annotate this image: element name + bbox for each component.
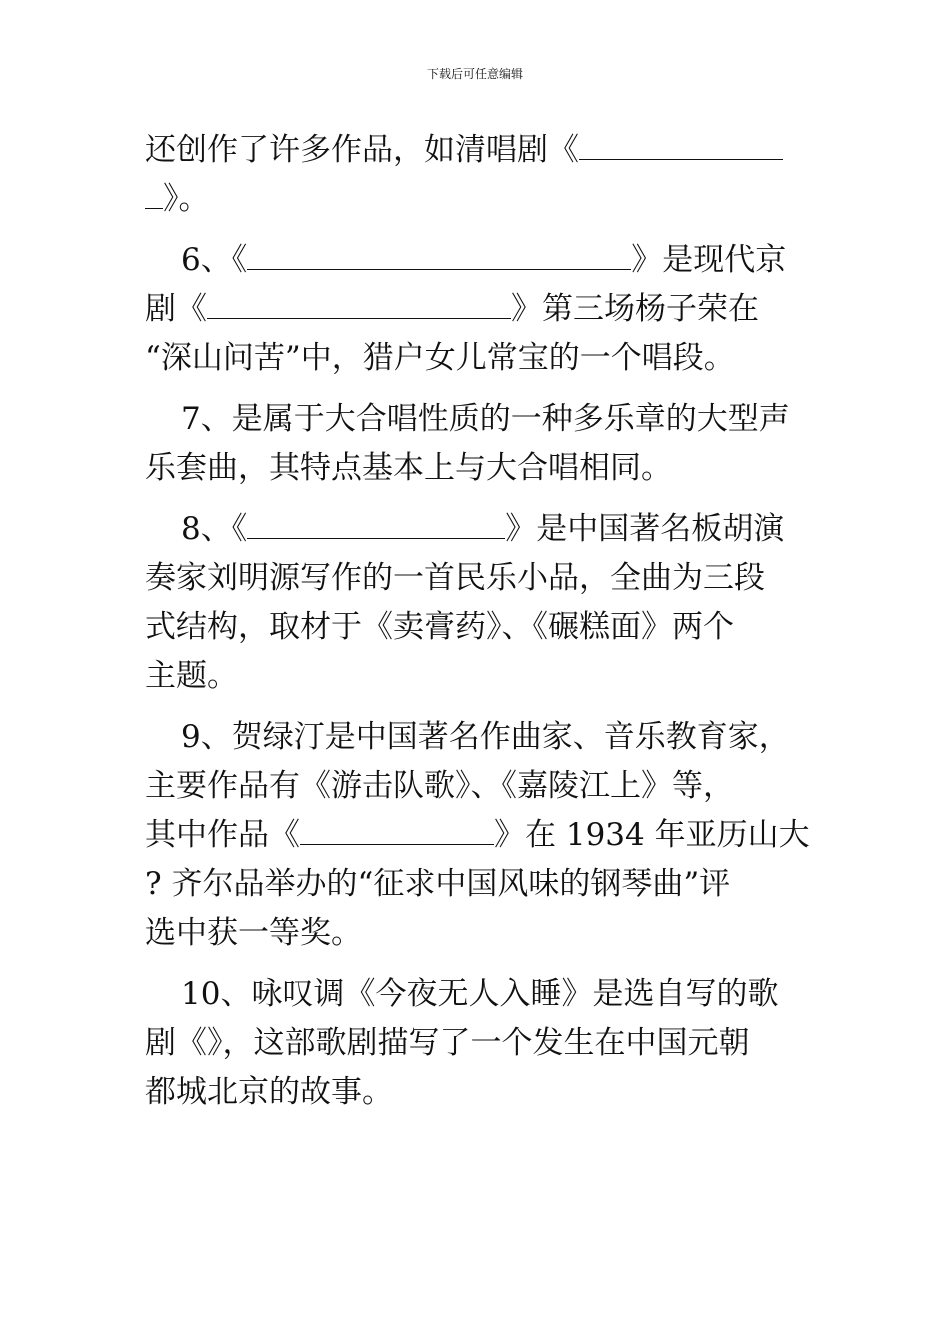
- text-run: 》在 1934 年亚历山大: [494, 817, 810, 853]
- text-line: 9、贺绿汀是中国著名作曲家、音乐教育家，: [181, 719, 790, 755]
- text-run: 剧《: [145, 291, 207, 327]
- text-line: 选中获一等奖。: [145, 915, 362, 951]
- question-9: [145, 713, 810, 958]
- question-5-continuation: [145, 126, 810, 224]
- text-line: [145, 126, 810, 175]
- text-run: 8、《: [181, 511, 248, 547]
- page-header: 下载后可任意编辑: [426, 67, 523, 81]
- text-line: [145, 285, 810, 334]
- text-line: “深山问苦”中，猎户女儿常宝的一个唱段。: [145, 340, 735, 376]
- answer-blank: [579, 130, 783, 160]
- text-line: 主题。: [145, 658, 238, 694]
- answer-blank: [300, 815, 494, 845]
- text-line: [145, 236, 810, 285]
- text-line: 乐套曲，其特点基本上与大合唱相同。: [145, 450, 672, 486]
- question-6: [145, 236, 810, 383]
- text-line: 剧《》，这部歌剧描写了一个发生在中国元朝: [145, 1025, 750, 1061]
- text-line: ? 齐尔品举办的“征求中国风味的钢琴曲”评: [145, 866, 731, 902]
- document-body: [145, 126, 810, 1129]
- text-run: 》是中国著名板胡演: [505, 511, 785, 547]
- text-line: 10、咏叹调《今夜无人入睡》是选自写的歌: [181, 976, 779, 1012]
- text-line: 奏家刘明源写作的一首民乐小品，全曲为三段: [145, 560, 765, 596]
- text-run: 》是现代京: [631, 242, 787, 278]
- answer-blank: [207, 289, 511, 319]
- text-run: 》第三场杨子荣在: [511, 291, 759, 327]
- text-run: 还创作了许多作品，如清唱剧《: [145, 132, 579, 168]
- text-line: [145, 175, 810, 224]
- question-10: [145, 970, 810, 1117]
- answer-blank: [247, 240, 631, 270]
- text-line: [145, 811, 810, 860]
- text-run: 6、《: [181, 242, 248, 278]
- text-line: 式结构，取材于《卖膏药》、《碾糕面》两个: [145, 609, 734, 645]
- text-line: 都城北京的故事。: [145, 1074, 393, 1110]
- question-7: [145, 395, 810, 493]
- question-8: [145, 505, 810, 701]
- answer-blank: [145, 179, 163, 209]
- text-line: 主要作品有《游击队歌》、《嘉陵江上》等，: [145, 768, 734, 804]
- text-line: 7、是属于大合唱性质的一种多乐章的大型声: [181, 401, 790, 437]
- text-line: [145, 505, 810, 554]
- answer-blank: [247, 509, 505, 539]
- text-run: 》。: [163, 181, 210, 217]
- text-run: 其中作品《: [145, 817, 300, 853]
